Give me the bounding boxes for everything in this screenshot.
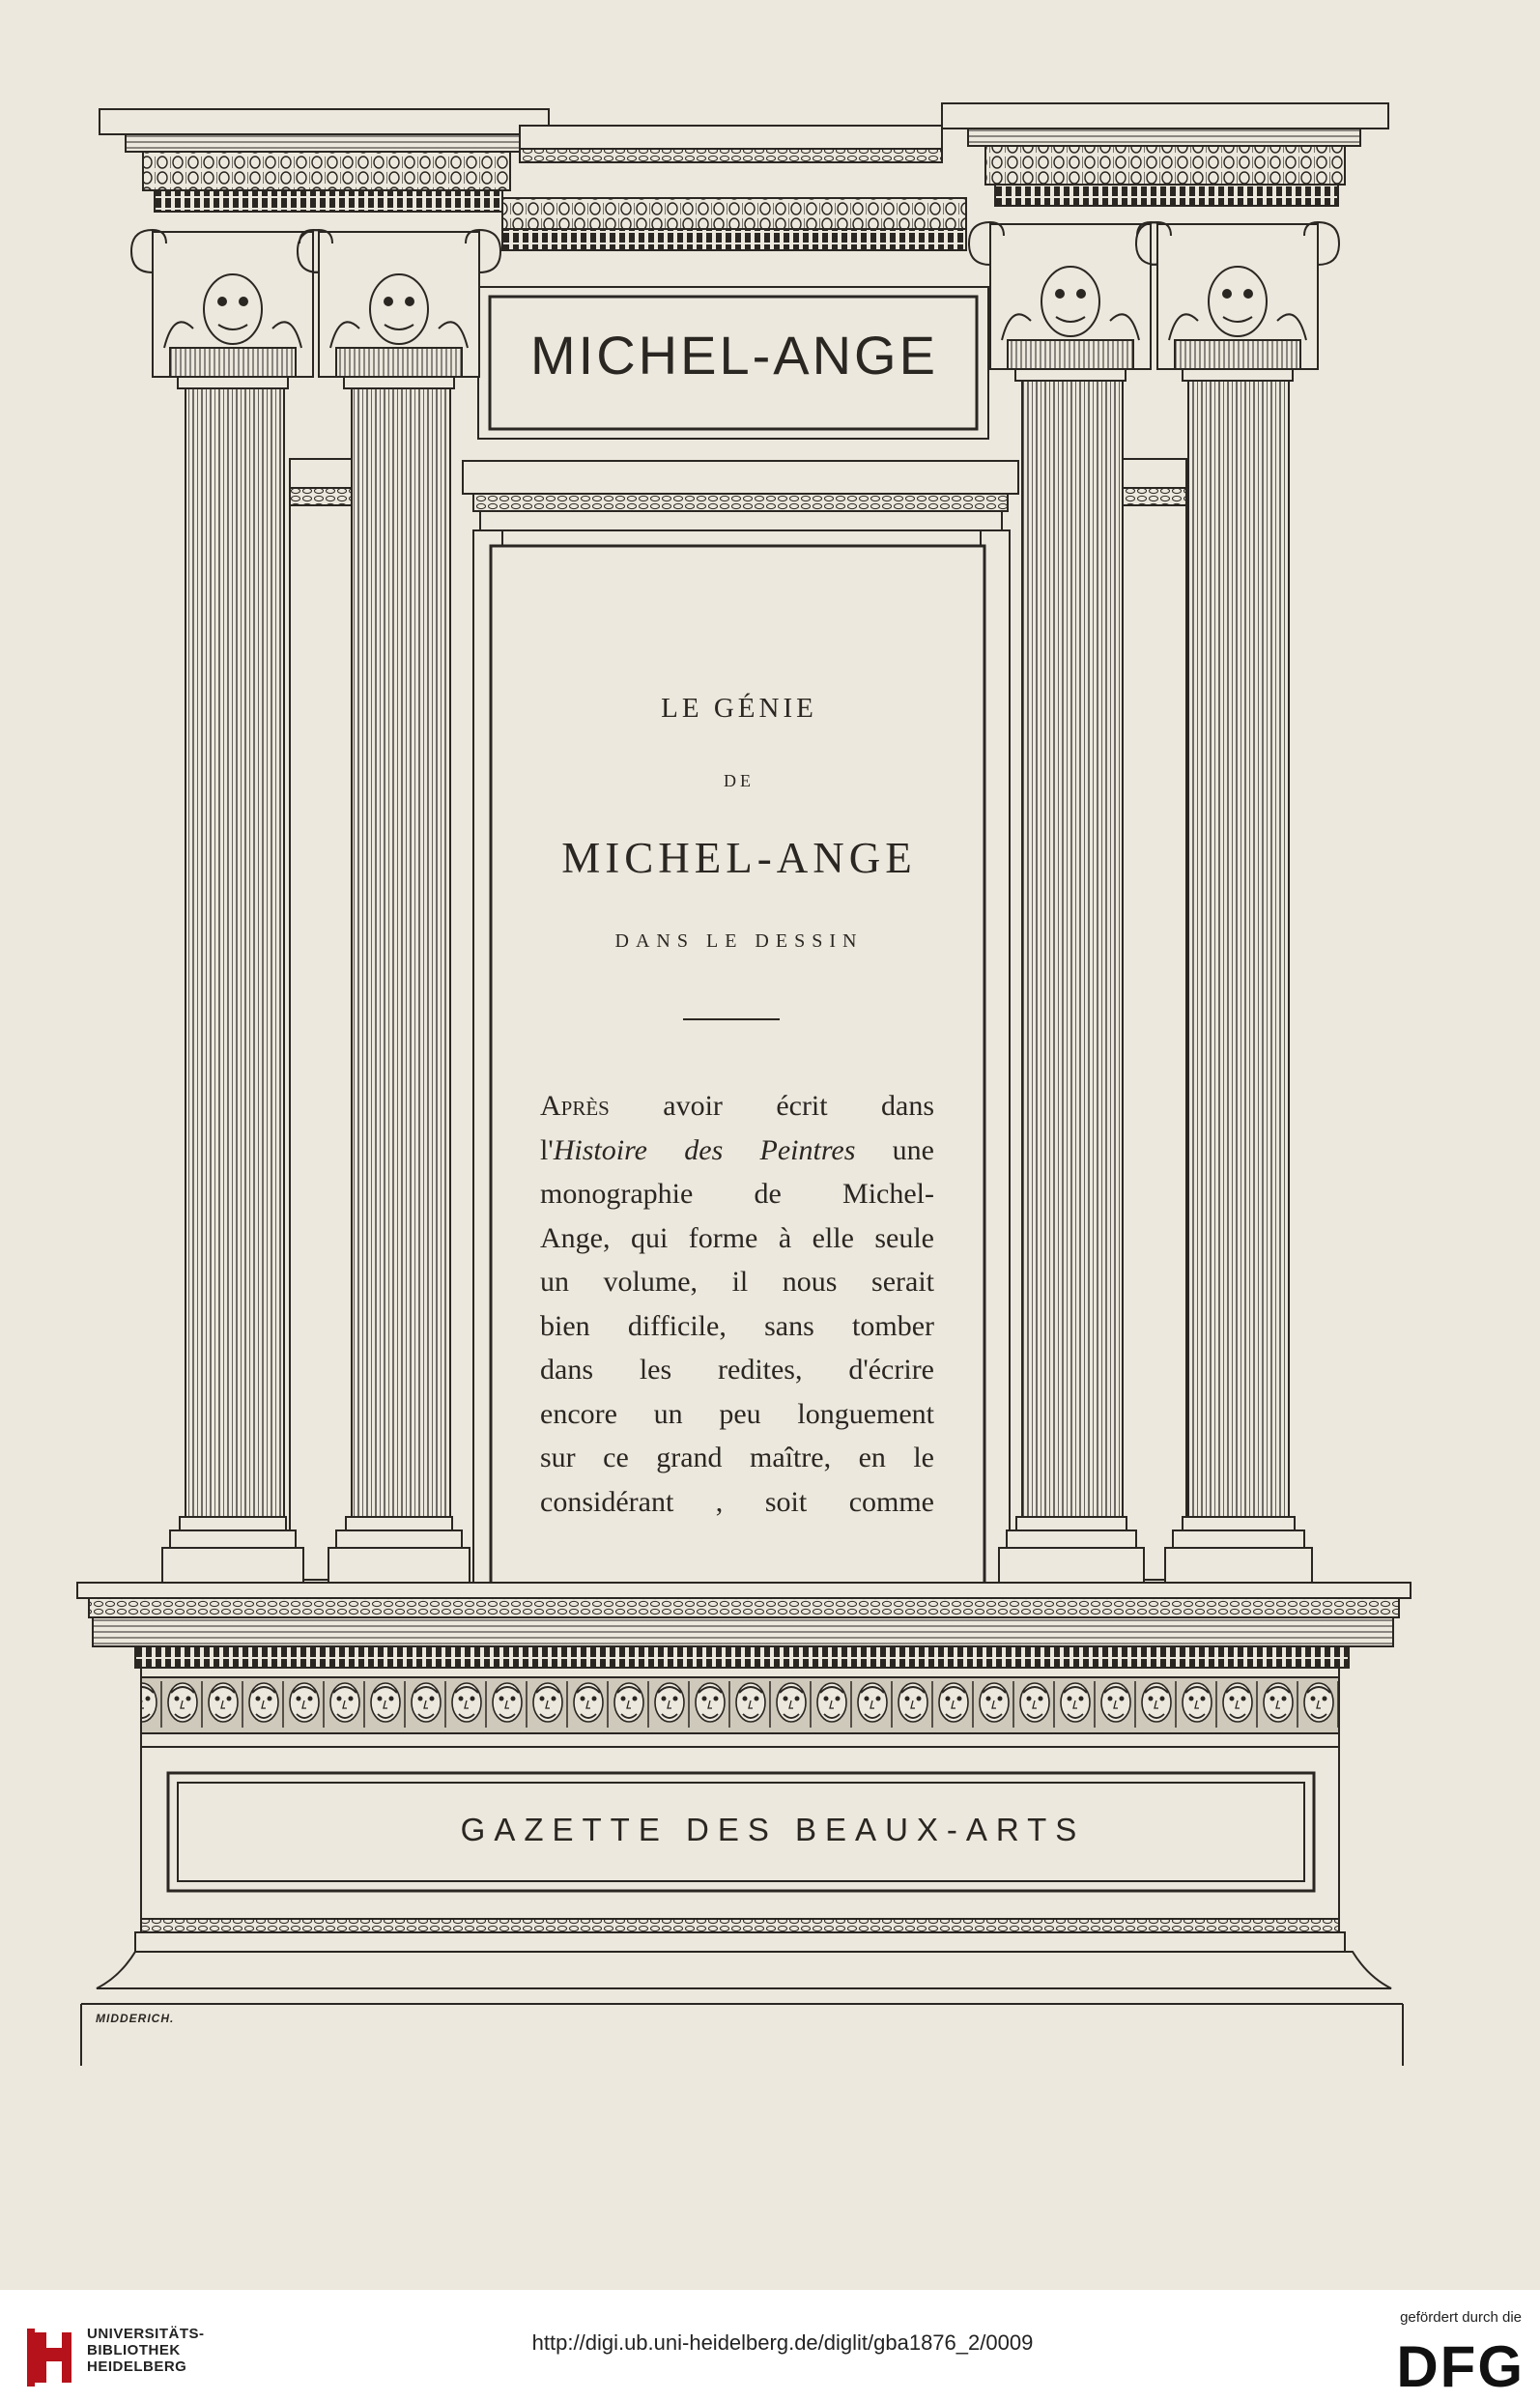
article-paragraph [540,1084,934,1524]
dfg-logo[interactable]: DFG [1396,2334,1525,2399]
heidelberg-library-logo-icon[interactable] [23,2327,77,2388]
frame-top-title: MICHEL-ANGE [530,325,938,386]
article-title-line1: LE GÉNIE [661,693,817,724]
permalink-url[interactable]: http://digi.ub.uni-heidelberg.de/diglit/gba1876_2/0009 [531,2330,1034,2355]
paragraph-line: sur ce grand maître, en le [540,1442,934,1473]
paragraph-line: monographie de Michel- [540,1178,934,1210]
paragraph-line: dans les redites, d'écrire [540,1354,934,1386]
article-main-title: MICHEL-ANGE [561,834,917,882]
paragraph-line: l'Histoire des Peintres une [540,1133,934,1166]
sponsor-text: gefördert durch die [1400,2309,1522,2326]
library-name-line1: UNIVERSITÄTS- [87,2326,205,2342]
paragraph-line: considérant , soit comme [540,1485,934,1518]
paragraph-line: Après avoir écrit dans [540,1090,934,1122]
paragraph-line: encore un peu longuement [540,1397,934,1430]
library-name-line3: HEIDELBERG [87,2358,187,2375]
frame-bottom-title: GAZETTE DES BEAUX-ARTS [460,1812,1086,1847]
article-subtitle: DANS LE DESSIN [614,930,864,952]
paragraph-line: bien difficile, sans tomber [540,1309,934,1342]
paragraph-line: un volume, il nous serait [540,1266,934,1298]
footer-bar [0,2290,1540,2401]
engraver-signature: MIDDERICH. [96,2012,175,2025]
article-title-line2: DE [724,771,755,790]
paragraph-line: Ange, qui forme à elle seule [540,1221,934,1254]
library-name-line2: BIBLIOTHEK [87,2342,181,2358]
title-rule [683,1018,780,1020]
